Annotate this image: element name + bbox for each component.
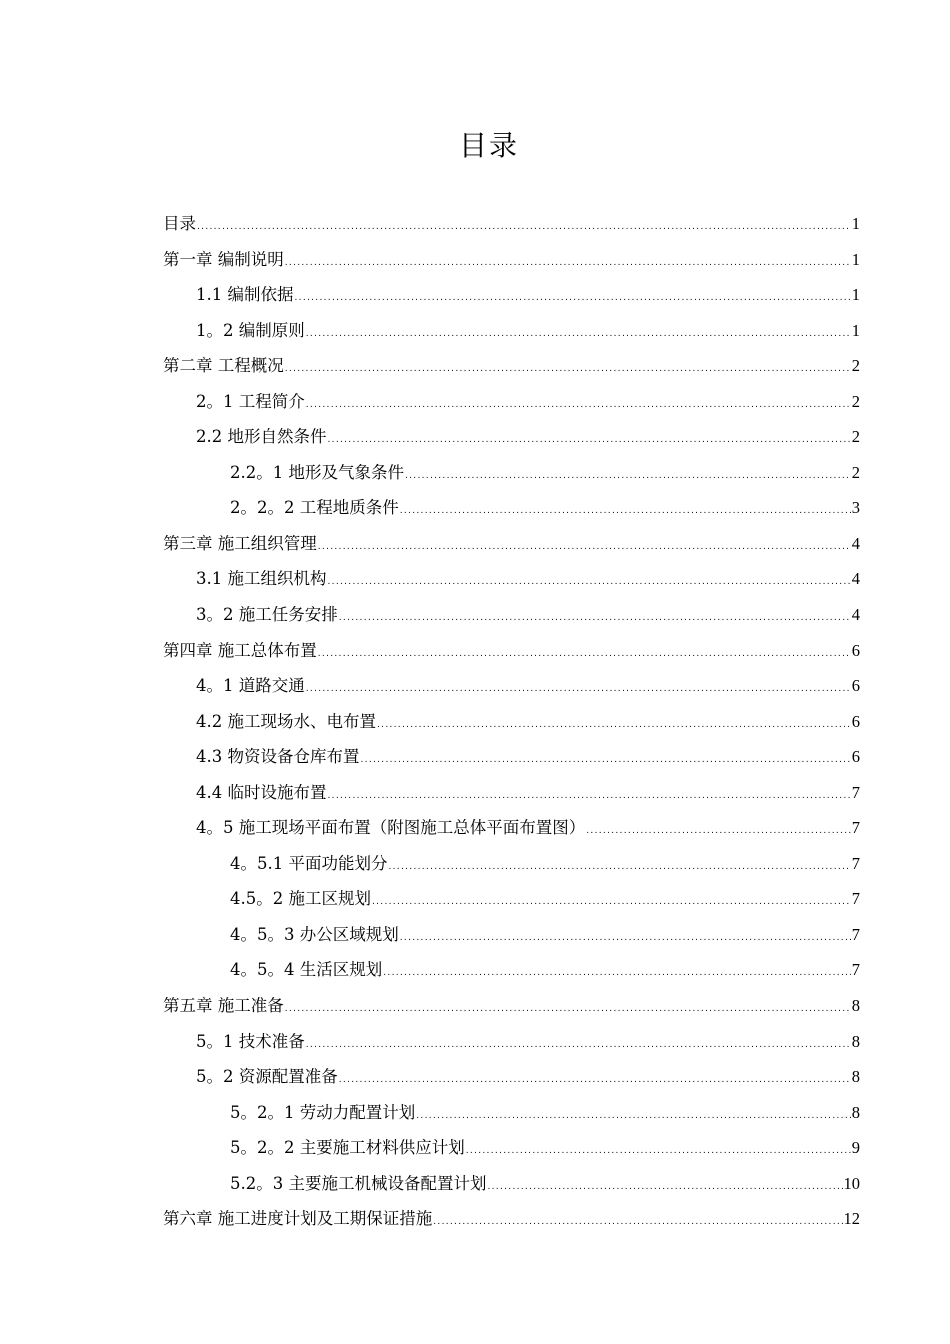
toc-entry[interactable] — [163, 526, 860, 562]
toc-entry[interactable] — [163, 1095, 860, 1131]
toc-entry-text: 4.3 物资设备仓库布置 — [196, 747, 360, 767]
toc-entry[interactable] — [163, 455, 860, 491]
toc-page-number: 6 — [851, 711, 860, 731]
toc-entry[interactable] — [163, 384, 860, 420]
toc-entry-text: 5.2。3 主要施工机械设备配置计划 — [230, 1173, 487, 1193]
toc-page-number: 12 — [843, 1209, 860, 1229]
toc-entry[interactable] — [163, 917, 860, 953]
toc-entry[interactable] — [163, 206, 860, 242]
dot-leader — [405, 459, 851, 495]
dot-leader — [328, 779, 851, 815]
toc-entry-text: 4。5。4 生活区规划 — [230, 960, 383, 980]
toc-page-number: 4 — [851, 569, 860, 589]
toc-entry[interactable] — [163, 490, 860, 526]
toc-entry-text: 2.2。1 地形及气象条件 — [230, 462, 404, 482]
toc-entry-text: 2.2 地形自然条件 — [196, 427, 327, 447]
dot-leader — [372, 885, 851, 921]
toc-entry-text: 3.1 施工组织机构 — [196, 569, 327, 589]
toc-entry-text: 5。2。1 劳动力配置计划 — [230, 1102, 416, 1122]
dot-leader — [377, 708, 851, 744]
dot-leader — [339, 1063, 851, 1099]
toc-entry-text: 2。2。2 工程地质条件 — [230, 498, 399, 518]
dot-leader — [328, 423, 851, 459]
dot-leader — [318, 530, 851, 566]
dot-leader — [433, 1205, 842, 1241]
toc-entry-text: 第五章 施工准备 — [163, 996, 284, 1016]
toc-page-number: 8 — [851, 1067, 860, 1087]
toc-page-number: 6 — [851, 676, 860, 696]
toc-page-number: 3 — [851, 498, 860, 518]
dot-leader — [285, 352, 851, 388]
dot-leader — [306, 1028, 851, 1064]
dot-leader — [285, 246, 851, 282]
dot-leader — [400, 921, 851, 957]
toc-page-number: 8 — [851, 1031, 860, 1051]
dot-leader — [318, 637, 851, 673]
toc-entry[interactable] — [163, 704, 860, 740]
toc-entry-text: 目录 — [163, 214, 196, 233]
toc-entry[interactable] — [163, 1024, 860, 1060]
toc-entry-text: 5。2。2 主要施工材料供应计划 — [230, 1138, 465, 1158]
toc-entry[interactable] — [163, 988, 860, 1024]
dot-leader — [586, 814, 851, 850]
toc-entry-text: 5。2 资源配置准备 — [196, 1067, 338, 1087]
toc-entry-text: 4.4 临时设施布置 — [196, 782, 327, 802]
toc-page-number: 2 — [851, 462, 860, 482]
toc-entry-text: 1.1 编制依据 — [196, 285, 294, 305]
toc-entry[interactable] — [163, 348, 860, 384]
dot-leader — [285, 992, 851, 1028]
toc-entry[interactable] — [163, 846, 860, 882]
toc-entry-text: 第四章 施工总体布置 — [163, 640, 317, 660]
toc-page-number: 7 — [851, 782, 860, 802]
dot-leader — [306, 388, 851, 424]
page-title: 目录 — [458, 129, 519, 162]
toc-entry-text: 5。1 技术准备 — [196, 1031, 305, 1051]
toc-page-number: 6 — [851, 640, 860, 660]
toc-page-number: 2 — [851, 391, 860, 411]
toc-page-number: 4 — [851, 533, 860, 553]
toc-page-number: 7 — [851, 853, 860, 873]
toc-entry-text: 第六章 施工进度计划及工期保证措施 — [163, 1209, 433, 1229]
toc-page-number: 8 — [851, 1102, 860, 1122]
toc-entry[interactable] — [163, 775, 860, 811]
toc-entry[interactable] — [163, 313, 860, 349]
toc-entry[interactable] — [163, 881, 860, 917]
dot-leader — [383, 956, 851, 992]
toc-entry-text: 第一章 编制说明 — [163, 249, 284, 269]
toc-entry-text: 第二章 工程概况 — [163, 356, 284, 376]
dot-leader — [487, 1170, 842, 1206]
toc-page-number: 9 — [851, 1138, 860, 1158]
toc-entry[interactable] — [163, 419, 860, 455]
dot-leader — [361, 743, 851, 779]
toc-page-number: 7 — [851, 818, 860, 838]
toc-entry-text: 4。5。3 办公区域规划 — [230, 924, 399, 944]
toc-entry[interactable] — [163, 597, 860, 633]
toc-entry[interactable] — [163, 1201, 860, 1237]
dot-leader — [388, 850, 850, 886]
toc-entry-text: 4.5。2 施工区规划 — [230, 889, 371, 909]
toc-page-number: 1 — [851, 320, 860, 340]
dot-leader — [197, 210, 851, 246]
toc-entry[interactable] — [163, 633, 860, 669]
toc-entry[interactable] — [163, 1130, 860, 1166]
toc-page-number: 1 — [851, 214, 860, 233]
toc-entry[interactable] — [163, 561, 860, 597]
toc-page-number: 2 — [851, 356, 860, 376]
toc-page-number: 7 — [851, 960, 860, 980]
toc-page-number: 7 — [851, 924, 860, 944]
toc-entry-text: 第三章 施工组织管理 — [163, 533, 317, 553]
toc-entry[interactable] — [163, 668, 860, 704]
toc-entry-text: 4.2 施工现场水、电布置 — [196, 711, 376, 731]
dot-leader — [306, 672, 851, 708]
toc-entry-text: 1。2 编制原则 — [196, 320, 305, 340]
toc-page-number: 8 — [851, 996, 860, 1016]
dot-leader — [328, 565, 851, 601]
toc-page-number: 4 — [851, 605, 860, 625]
toc-entry-text: 4。1 道路交通 — [196, 676, 305, 696]
toc-entry-text: 4。5.1 平面功能划分 — [230, 853, 388, 873]
toc-entry[interactable] — [163, 1059, 860, 1095]
table-of-contents — [163, 206, 860, 1237]
toc-entry[interactable] — [163, 952, 860, 988]
toc-page-number: 10 — [843, 1173, 860, 1193]
toc-entry[interactable] — [163, 739, 860, 775]
dot-leader — [295, 281, 851, 317]
toc-entry-text: 3。2 施工任务安排 — [196, 605, 338, 625]
toc-page-number: 7 — [851, 889, 860, 909]
toc-entry[interactable] — [163, 810, 860, 846]
toc-page-number: 1 — [851, 285, 860, 305]
dot-leader — [339, 601, 851, 637]
toc-entry-text: 2。1 工程简介 — [196, 391, 305, 411]
toc-entry[interactable] — [163, 277, 860, 313]
toc-page-number: 1 — [851, 249, 860, 269]
toc-page-number: 6 — [851, 747, 860, 767]
toc-entry[interactable] — [163, 1166, 860, 1202]
toc-page-number: 2 — [851, 427, 860, 447]
dot-leader — [400, 494, 851, 530]
dot-leader — [306, 317, 851, 353]
toc-entry-text: 4。5 施工现场平面布置（附图施工总体平面布置图） — [196, 818, 586, 838]
dot-leader — [416, 1099, 851, 1135]
dot-leader — [466, 1134, 851, 1170]
toc-entry[interactable] — [163, 242, 860, 278]
